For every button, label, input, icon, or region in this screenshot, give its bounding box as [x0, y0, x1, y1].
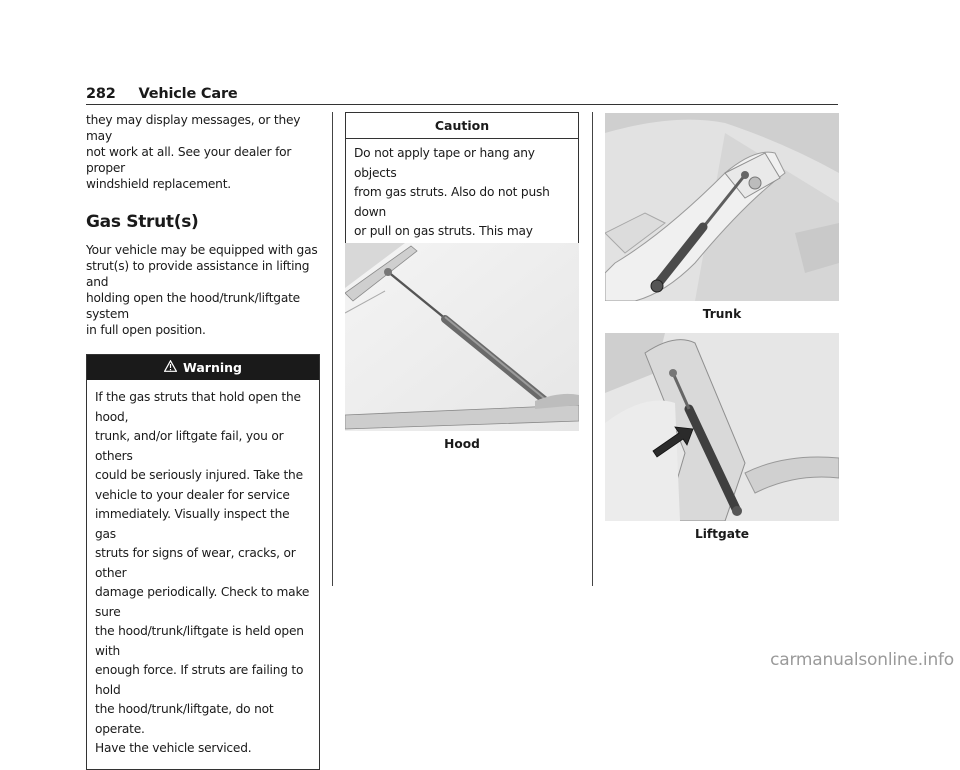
trunk-caption: Trunk [702, 307, 742, 321]
caution-title: Caution [346, 113, 578, 139]
trunk-strut-figure [605, 113, 839, 301]
header-rule [86, 104, 838, 105]
warning-triangle-icon [164, 360, 177, 375]
text-line: Have the vehicle serviced. [95, 741, 252, 755]
column-divider-1 [332, 112, 333, 586]
liftgate-strut-figure [605, 333, 839, 521]
text-line: enough force. If struts are failing to hold [95, 663, 304, 697]
warning-header [87, 355, 319, 380]
text-line: in full open position. [86, 323, 206, 337]
text-line: they may display messages, or they may [86, 113, 301, 143]
liftgate-caption: Liftgate [694, 527, 750, 541]
page-header [86, 86, 238, 102]
column-divider-2 [592, 112, 593, 586]
intro-paragraph [86, 112, 320, 192]
warning-box [86, 354, 320, 770]
text-line: Your vehicle may be equipped with gas [86, 243, 318, 257]
column-left [86, 112, 320, 770]
warning-title: Warning [183, 360, 242, 375]
text-line: Do not apply tape or hang any objects [354, 146, 535, 180]
warning-body [87, 380, 319, 769]
text-line: struts for signs of wear, cracks, or other [95, 546, 296, 580]
text-line: from gas struts. Also do not push down [354, 185, 550, 219]
text-line: the hood/trunk/liftgate is held open with [95, 624, 304, 658]
text-line: or pull on gas struts. This may [354, 224, 533, 238]
text-line: vehicle to your dealer for service [95, 487, 290, 502]
text-line: not work at all. See your dealer for proper [86, 145, 292, 175]
text-line: damage periodically. Check to make sure [95, 585, 310, 619]
text-line: strut(s) to provide assistance in lifting and [86, 259, 310, 289]
body-paragraph [86, 242, 320, 338]
section-title: Gas Strut(s) [86, 212, 199, 232]
section-name: Vehicle Care [138, 86, 238, 102]
text-line: windshield replacement. [86, 177, 231, 191]
page-number: 282 [86, 86, 116, 102]
text-line: trunk, and/or liftgate fail, you or others [95, 429, 284, 463]
text-line: could be seriously injured. Take the [95, 468, 303, 482]
watermark: carmanualsonline.info [770, 650, 954, 670]
text-line: immediately. Visually inspect the gas [95, 507, 290, 541]
hood-strut-figure [345, 243, 579, 431]
text-line: holding open the hood/trunk/liftgate system [86, 291, 300, 321]
text-line: the hood/trunk/liftgate, do not operate. [95, 702, 274, 736]
text-line: If the gas struts that hold open the hood, [95, 390, 301, 424]
hood-caption: Hood [444, 437, 480, 451]
